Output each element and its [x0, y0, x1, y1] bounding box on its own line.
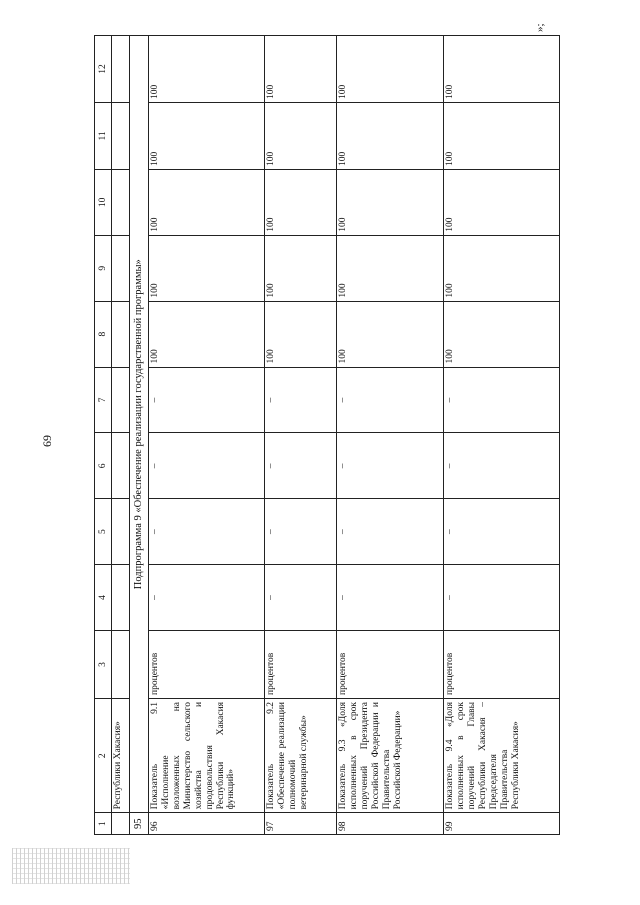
- row-number: 96: [149, 813, 265, 835]
- indicator-name: Показатель 9.1 «Исполнение возложенных на Министерство сельского хозяйства и продовольствия Республики Хакасия функций»: [149, 698, 265, 812]
- value-cell: –: [149, 565, 265, 631]
- value-cell: –: [149, 433, 265, 499]
- value-cell: 100: [337, 235, 444, 301]
- value-cell: 100: [444, 103, 560, 170]
- unit-cell: процентов: [149, 630, 265, 698]
- value-cell: –: [149, 499, 265, 565]
- subprogram-title: Подпрограмма 9 «Обеспечение реализации государственной программы»: [130, 36, 149, 813]
- table-row: [265, 36, 337, 835]
- column-header: 3: [95, 630, 112, 698]
- value-cell: –: [265, 367, 337, 433]
- value-cell: –: [337, 499, 444, 565]
- value-cell: 100: [149, 235, 265, 301]
- column-header: 12: [95, 36, 112, 103]
- value-cell: 100: [149, 36, 265, 103]
- indicator-name: Показатель 9.4 «Доля исполненных в срок поручений Главы Республики Хакасия – Председателя Правительства Республики Хакасия»: [444, 698, 560, 812]
- column-header: 7: [95, 367, 112, 433]
- column-header: 2: [95, 698, 112, 812]
- value-cell: 100: [265, 103, 337, 170]
- value-cell: 100: [149, 103, 265, 170]
- table-row: [112, 36, 130, 835]
- value-cell: 100: [444, 301, 560, 367]
- value-cell: –: [265, 565, 337, 631]
- indicators-table-rotated: [94, 35, 560, 835]
- value-cell: 100: [337, 169, 444, 235]
- page-number: 69: [40, 435, 54, 447]
- column-header: 1: [95, 813, 112, 835]
- table-row: [149, 36, 265, 835]
- value-cell: 100: [265, 169, 337, 235]
- indicator-name: Показатель 9.2 «Обеспечение реализации полномочий ветеринарной службы»: [265, 698, 337, 812]
- column-number-row: [95, 36, 112, 835]
- value-cell: 100: [265, 301, 337, 367]
- unit-cell: процентов: [337, 630, 444, 698]
- value-cell: –: [444, 565, 560, 631]
- value-cell: –: [444, 367, 560, 433]
- value-cell: 100: [444, 169, 560, 235]
- value-cell: –: [337, 565, 444, 631]
- row-number: 97: [265, 813, 337, 835]
- unit-cell: процентов: [444, 630, 560, 698]
- value-cell: 100: [265, 36, 337, 103]
- column-header: 9: [95, 235, 112, 301]
- value-cell: –: [337, 367, 444, 433]
- unit-cell: процентов: [265, 630, 337, 698]
- value-cell: –: [265, 433, 337, 499]
- column-header: 5: [95, 499, 112, 565]
- value-cell: –: [149, 367, 265, 433]
- value-cell: 100: [444, 235, 560, 301]
- value-cell: 100: [337, 301, 444, 367]
- closing-quote-mark: »;: [534, 23, 546, 32]
- value-cell: –: [337, 433, 444, 499]
- row-number: 99: [444, 813, 560, 835]
- subprogram-row: [130, 36, 149, 835]
- indicators-table: [94, 35, 560, 835]
- column-header: 6: [95, 433, 112, 499]
- value-cell: –: [444, 499, 560, 565]
- value-cell: 100: [149, 169, 265, 235]
- column-header: 4: [95, 565, 112, 631]
- value-cell: –: [444, 433, 560, 499]
- column-header: 8: [95, 301, 112, 367]
- indicator-name: Показатель 9.3 «Доля исполненных в срок поручений Президента Российской Федерации и Правительства Российской Федерации»: [337, 698, 444, 812]
- faint-stamp-image: [12, 848, 130, 884]
- row-number: 98: [337, 813, 444, 835]
- value-cell: 100: [337, 36, 444, 103]
- row-number: 95: [130, 813, 149, 835]
- value-cell: 100: [444, 36, 560, 103]
- indicator-name: Республики Хакасия»: [112, 698, 130, 812]
- row-number: [112, 813, 130, 835]
- value-cell: 100: [265, 235, 337, 301]
- value-cell: –: [265, 499, 337, 565]
- value-cell: 100: [149, 301, 265, 367]
- column-header: 11: [95, 103, 112, 170]
- table-row: [337, 36, 444, 835]
- value-cell: 100: [337, 103, 444, 170]
- table-row: [444, 36, 560, 835]
- column-header: 10: [95, 169, 112, 235]
